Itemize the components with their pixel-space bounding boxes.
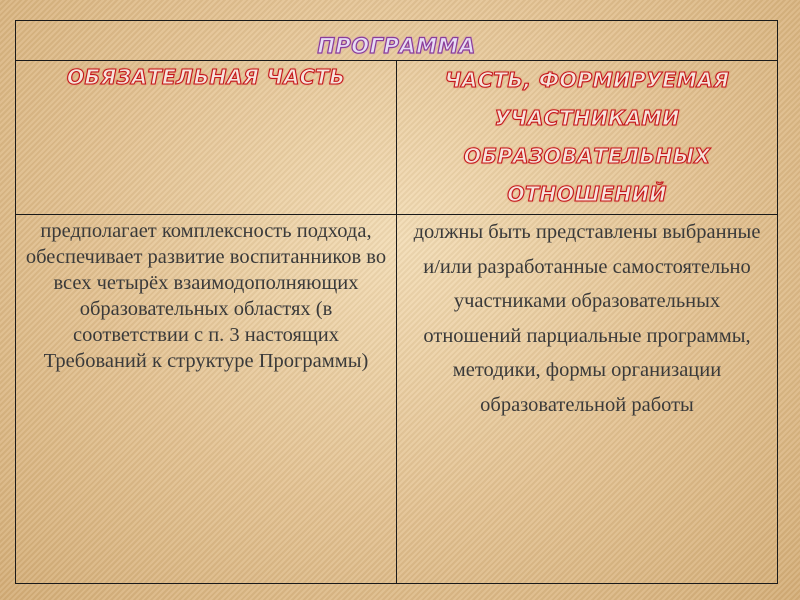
table-title: ПРОГРАММА bbox=[317, 34, 476, 58]
header-mandatory-part: ОБЯЗАТЕЛЬНАЯ ЧАСТЬ bbox=[66, 65, 346, 89]
header-cell-formed bbox=[397, 61, 778, 215]
table-title-row bbox=[16, 21, 778, 61]
header-cell-mandatory bbox=[16, 61, 397, 215]
body-cell-mandatory bbox=[16, 215, 397, 584]
body-formed-part: должны быть представлены выбранные и/или разработанные самостоятельно участниками образовательных отношений парциальные программы, методики, формы организации образовательной работы bbox=[413, 221, 761, 416]
table-header-row bbox=[16, 61, 778, 215]
table-body-row bbox=[16, 215, 778, 584]
header-formed-part: ЧАСТЬ, ФОРМИРУЕМАЯ УЧАСТНИКАМИ ОБРАЗОВАТЕЛЬНЫХ ОТНОШЕНИЙ bbox=[444, 68, 730, 206]
program-table bbox=[15, 20, 778, 584]
body-cell-formed bbox=[397, 215, 778, 584]
body-mandatory-part: предполагает комплексность подхода, обеспечивает развитие воспитанников во всех четырёх взаимодополняющих образовательных областях (в соответствии с п. 3 настоящих Требований к структуре Программы) bbox=[25, 220, 387, 372]
table-title-cell bbox=[16, 21, 778, 61]
